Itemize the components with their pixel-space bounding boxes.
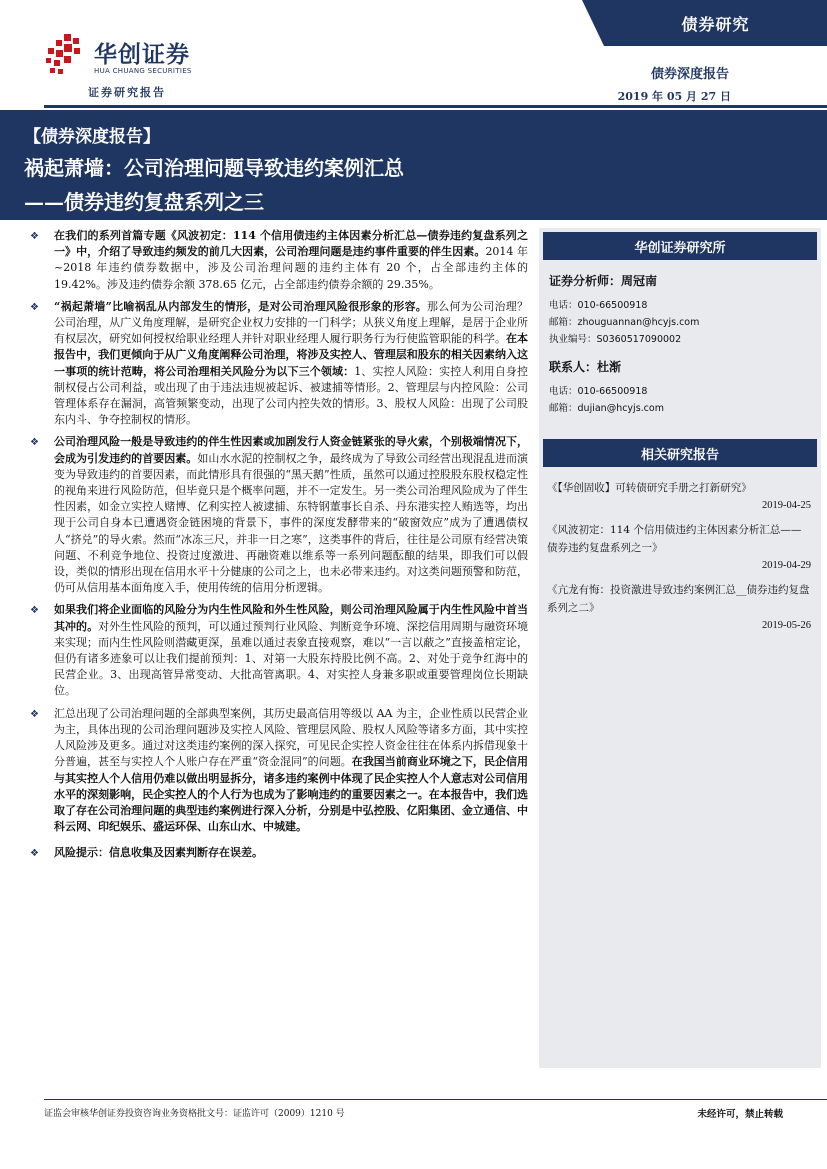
report-date: 2019 年 05 月 27 日 [617,90,731,103]
diamond-bullet-icon: ❖ [30,848,39,860]
header-divider [44,105,827,108]
email-label: 邮箱： [549,403,578,414]
contact-name: 杜渐 [597,360,622,374]
diamond-bullet-icon: ❖ [30,605,39,617]
phone-value: 010-66500918 [577,300,648,311]
related-report-date: 2019-04-29 [762,560,811,571]
contact-label: 联系人： [549,360,598,374]
para2-text: 那么何为公司治理？公司治理，从广义角度理解，是研究企业权力安排的一门科学；从狭义角度上理解，是居于企业所有权层次，研究如何授权给职业经理人并针对职业经理人履行职务行为行使监管职能的科学。 [54,299,529,346]
section-tab-label: 债券研究 [681,14,750,34]
banner-tag: 【债券深度报告】 [24,127,160,147]
para1-bold: 在我们的系列首篇专题《风波初定：114 个信用债违约主体因素分析汇总—债券违约复盘系列之一》中，介绍了导致违约频发的前几大因素，公司治理问题是违约事件重要的伴生因素。 [54,229,528,259]
report-title: 祸起萧墙：公司治理问题导致违约案例汇总 [24,156,404,180]
phone-value: 010-66500918 [577,386,648,397]
para2-bold: “祸起萧墙”比喻祸乱从内部发生的情形，是对公司治理风险很形象的形容。 [54,299,428,313]
analyst-label: 证券分析师： [549,274,622,288]
diamond-bullet-icon: ❖ [30,301,39,313]
para1-text: 2014 年~2018 年违约债券数据中，涉及公司治理问题的违约主体有 20 个，占全部违约主体的 19.42%。涉及违约债券余额 378.65 亿元，占全部违约债券余额的 29.35%。 [54,245,528,291]
brand-name-en: HUA CHUANG SECURITIES [94,67,192,75]
risk-warning-text: 风险提示：信息收集及因素判断存在误差。 [54,846,263,860]
analyst-name: 周冠南 [621,274,658,288]
title-banner [0,110,827,220]
para2-text-2: 1、实控人风险：实控人利用自身控制权侵占公司利益，或出现了由于违法违规被起诉、被逮捕等情形。2、管理层与内控风险：公司管理体系存在漏洞，高管频繁变动，出现了公司内控失效的情形。3、股权人风险：出现了公司股东内斗、争夺控制权的情形。 [54,364,529,427]
contact [549,358,811,375]
cert-label: 执业编号： [549,334,597,345]
diamond-bullet-icon: ❖ [30,437,39,449]
para5-text: 汇总出现了公司治理问题的全部典型案例，其历史最高信用等级以 AA 为主，企业性质以民营企业为主，具体出现的公司治理问题涉及实控人风险、管理层风险、股权人风险等诸多方面，其中实控人风险涉及更多。通过对这类违约案例的深入探究，可见民企实控人资金往往在体系内拆借现象十分普遍，甚至与实控人个人账户存在严重“资金混同”的问题。 [54,706,528,769]
para3-bold: 公司治理风险一般是导致违约的伴生性因素或加剧发行人资金链紧张的导火索，个别极端情况下，会成为引发违约的首要因素。 [54,435,528,465]
summary-paragraph [30,299,528,429]
related-report-date: 2019-04-25 [762,500,811,511]
brand-logo [44,32,214,80]
email-label: 邮箱： [549,317,578,328]
analyst-email [549,314,811,331]
para3-text: 如山水水泥的控制权之争，最终成为了导致公司经营出现混乱进而演变为导致违约的首要因素，而此情形具有很强的“黑天鹅”性质，虽然可以通过控股股东股权稳定性的视角来进行风险防范，但毕竟只是个概率问题，并不一定发生。另一类公司治理风险成为了伴生性因素，如金立实控人赌博、亿利实控人被逮捕、东特钢董事长自杀、丹东港实控人贿选等，均出现于公司自身本已遭遇资金链困境的背景下，事件的深度发酵带来的“破窗效应”成为了遭遇债权人“挤兑”的导火索。然而“冰冻三尺，并非一日之寒”，这类事件的背后，往往是公司原有经营决策问题、不利竞争地位、投资过度激进、再融资难以维系等一系列问题酝酿的结果，即我们可以假设，类似的情形出现在信用水平十分健康的公司之上，也未必带来违约。对这类问题预警和防范，仍可从信用基本面角度入手，使用传统的信用分析逻辑。 [54,451,529,595]
para4-text: 对外生性风险的预判，可以通过预判行业风险、判断竞争环境、深挖信用周期与融资环境来实现；而内生性风险则潜藏更深，虽难以通过表象直接观察，难以“一言以蔽之”直接盖棺定论，但仍有诸多迹象可以让我们提前预判：1、对第一大股东持股比例不高。2、对处于竞争红海中的民营企业。3、出现高管异常变动、大批高管离职。4、对实控人身兼多职或重要管理岗位长期缺位。 [54,619,529,698]
related-report-link[interactable]: 《风波初定：114 个信用债违约主体因素分析汇总——债券违约复盘系列之一》 [547,524,802,554]
risk-warning [30,845,528,861]
contact-phone [549,383,811,400]
summary-paragraph [30,434,528,596]
brand-subtitle: 证券研究报告 [88,86,166,99]
diamond-bullet-icon: ❖ [30,708,39,720]
para4-bold: 如果我们将企业面临的风险分为内生性风险和外生性风险，则公司治理风险属于内生性风险中首当其冲的。 [54,603,528,633]
cert-value: S0360517090002 [596,334,682,345]
report-type: 债券深度报告 [650,67,729,82]
related-reports-list [539,467,821,635]
para2-bold-2: 在本报告中，我们更倾向于从广义角度阐释公司治理，将涉及实控人、管理层和股东的相关因素纳入这一事项的统计范畴，将公司治理相关风险分为以下三个领域： [54,332,529,378]
summary-paragraph [30,228,528,293]
footer-divider [44,1099,827,1100]
summary-paragraph [30,602,528,699]
analyst-block [539,260,821,425]
email-value: dujian@hcyjs.com [577,403,664,414]
summary-column [30,228,528,868]
analyst [549,272,811,289]
sidebar [539,228,821,1068]
logo-mark-icon [44,32,90,76]
summary-paragraph [30,706,528,836]
contact-email [549,400,811,417]
phone-label: 电话： [549,386,578,397]
institute-header: 华创证券研究所 [543,232,817,260]
footer-license: 证监会审核华创证券投资咨询业务资格批文号：证监许可（2009）1210 号 [44,1109,345,1119]
related-report-link[interactable]: 《【华创固收】可转债研究手册之打新研究》 [547,482,752,494]
footer-copyright: 未经许可，禁止转载 [697,1109,783,1120]
report-subtitle: ——债券违约复盘系列之三 [24,190,264,214]
diamond-bullet-icon: ❖ [30,231,39,242]
para5-bold: 在我国当前商业环境之下，民企信用与其实控人个人信用仍难以做出明显拆分，诸多违约案例中体现了民企实控人个人意志对公司信用水平的深刻影响，民企实控人的个人行为也成为了影响违约的重要因素之一。在本报告中，我们选取了存在公司治理问题的典型违约案例进行深入分析，分别是中弘控股、亿阳集团、金立通信、中科云网、印纪娱乐、盛运环保、山东山水、中城建。 [54,755,528,834]
brand-name-cn: 华创证券 [94,42,190,68]
related-report-date: 2019-05-26 [762,620,811,631]
analyst-phone [549,297,811,314]
email-value: zhouguannan@hcyjs.com [577,317,700,328]
related-report-link[interactable]: 《亢龙有悔：投资激进导致违约案例汇总__债券违约复盘系列之二》 [547,584,810,614]
related-reports-header: 相关研究报告 [543,439,817,467]
analyst-cert [549,331,811,348]
section-tab [604,0,827,46]
phone-label: 电话： [549,300,578,311]
